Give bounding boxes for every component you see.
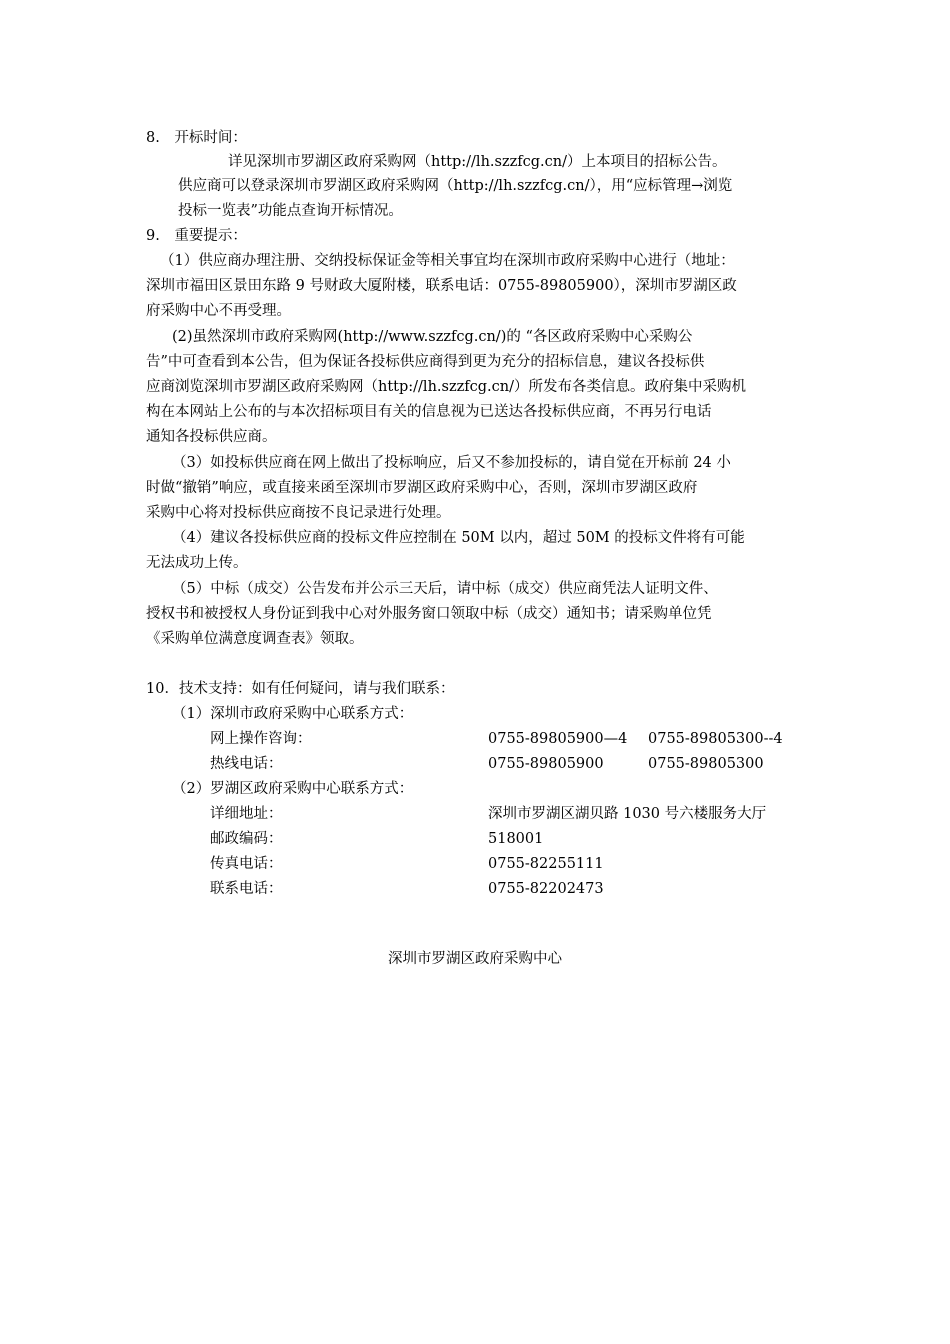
contact-phone-label: 联系电话： [210, 881, 283, 897]
notice-2-line-5: 通知各投标供应商。 [146, 429, 277, 445]
postcode-label: 邮政编码： [210, 831, 283, 847]
hotline-phone-1: 0755-89805900 [488, 756, 604, 772]
notice-3-line-2: 时做“撤销”响应，或直接来函至深圳市罗湖区政府采购中心，否则，深圳市罗湖区政府 [146, 480, 698, 496]
address-label: 详细地址： [210, 806, 283, 822]
notice-5-line-3: 《采购单位满意度调查表》领取。 [146, 631, 364, 647]
hotline-phone-2: 0755-89805300 [648, 756, 764, 772]
notice-2-line-3: 应商浏览深圳市罗湖区政府采购网（http://lh.szzfcg.cn/）所发布各类信息。政府集中采购机 [146, 379, 746, 395]
section-8-line-2: 供应商可以登录深圳市罗湖区政府采购网（http://lh.szzfcg.cn/），用“应标管理→浏览 [178, 178, 733, 194]
notice-1-line-2: 深圳市福田区景田东路 9 号财政大厦附楼，联系电话：0755-89805900），深圳市罗湖区政 [146, 278, 737, 294]
contact-1-heading: （1）深圳市政府采购中心联系方式： [172, 706, 414, 722]
section-8-line-3: 投标一览表”功能点查询开标情况。 [178, 203, 403, 219]
notice-5-line-1: （5）中标（成交）公告发布并公示三天后，请中标（成交）供应商凭法人证明文件、 [172, 581, 718, 597]
online-consult-phone-2: 0755-89805300--4 [648, 731, 783, 747]
notice-5-line-2: 授权书和被授权人身份证到我中心对外服务窗口领取中标（成交）通知书；请采购单位凭 [146, 606, 712, 622]
notice-2-line-1: (2)虽然深圳市政府采购网(http://www.szzfcg.cn/)的 “各区政府采购中心采购公 [172, 329, 693, 345]
postcode-value: 518001 [488, 831, 544, 847]
online-consult-label: 网上操作咨询： [210, 731, 312, 747]
section-8-line-1: 详见深圳市罗湖区政府采购网（http://lh.szzfcg.cn/）上本项目的招标公告。 [228, 154, 727, 170]
fax-label: 传真电话： [210, 856, 283, 872]
section-9-title: 9. 重要提示： [146, 228, 247, 244]
section-8-title: 8. 开标时间： [146, 130, 247, 146]
notice-2-line-4: 构在本网站上公布的与本次招标项目有关的信息视为已送达各投标供应商，不再另行电话 [146, 404, 712, 420]
online-consult-phone-1: 0755-89805900—4 [488, 731, 628, 747]
hotline-label: 热线电话： [210, 756, 283, 772]
section-10-title: 10．技术支持：如有任何疑问，请与我们联系： [146, 681, 455, 697]
fax-value: 0755-82255111 [488, 856, 604, 872]
notice-1-line-3: 府采购中心不再受理。 [146, 303, 291, 319]
notice-2-line-2: 告”中可查看到本公告，但为保证各投标供应商得到更为充分的招标信息，建议各投标供 [146, 354, 705, 370]
issuer-signature: 深圳市罗湖区政府采购中心 [388, 951, 562, 967]
contact-2-heading: （2）罗湖区政府采购中心联系方式： [172, 781, 414, 797]
notice-4-line-2: 无法成功上传。 [146, 555, 248, 571]
notice-1-line-1: （1）供应商办理注册、交纳投标保证金等相关事宜均在深圳市政府采购中心进行（地址： [160, 253, 735, 269]
notice-3-line-3: 采购中心将对投标供应商按不良记录进行处理。 [146, 505, 451, 521]
address-value: 深圳市罗湖区湖贝路 1030 号六楼服务大厅 [488, 806, 767, 822]
contact-phone-value: 0755-82202473 [488, 881, 604, 897]
notice-3-line-1: （3）如投标供应商在网上做出了投标响应，后又不参加投标的，请自觉在开标前 24 小 [172, 455, 731, 471]
notice-4-line-1: （4）建议各投标供应商的投标文件应控制在 50M 以内，超过 50M 的投标文件将有可能 [172, 530, 745, 546]
